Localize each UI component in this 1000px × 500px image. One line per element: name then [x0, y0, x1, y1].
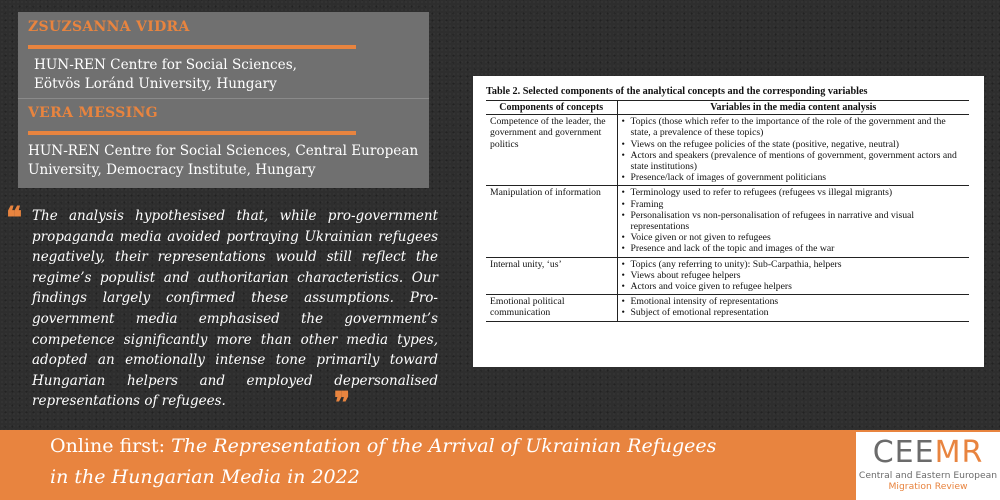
table-cell-component: Manipulation of information: [486, 186, 617, 257]
table-title: Table 2. Selected components of the analytical concepts and the corresponding variables: [486, 86, 868, 97]
footer-headline: [50, 431, 820, 493]
table-row: [486, 257, 969, 295]
variable-item: • Views on the refugee policies of the state (positive, negative, neutral): [622, 139, 966, 150]
logo-wordmark-a: CEE: [872, 435, 935, 470]
table-cell-variables: [617, 186, 969, 257]
article-title-line-1: The Representation of the Arrival of Ukrainian Refugees: [171, 435, 717, 457]
variable-item: • Topics (those which refer to the importance of the role of the government and the state, a prevalence of these topics): [622, 116, 966, 138]
ceemr-logo: [856, 432, 1000, 500]
table-row: [486, 295, 969, 321]
table-cell-variables: [617, 257, 969, 295]
author-name-2: VERA MESSING: [28, 105, 158, 121]
table-cell-component: Competence of the leader, the government and government politics: [486, 115, 617, 186]
footer-prefix: Online first:: [50, 435, 172, 457]
table-row: [486, 186, 969, 257]
author-block: [18, 12, 429, 188]
variable-item: • Presence and lack of the topic and images of the war: [622, 243, 966, 254]
article-title-line-2: in the Hungarian Media in 2022: [50, 466, 360, 488]
variable-item: • Emotional intensity of representations: [622, 296, 966, 307]
variable-item: • Terminology used to refer to refugees (refugees vs illegal migrants): [622, 187, 966, 198]
variable-item: • Framing: [622, 199, 966, 210]
quote-close-icon: ❞: [334, 386, 351, 421]
logo-wordmark: [856, 437, 1000, 468]
variable-item: • Actors and voice given to refugee helpers: [622, 281, 966, 292]
author-affiliation-2: HUN-REN Centre for Social Sciences, Central European University, Democracy Institute, Hungary: [28, 143, 419, 178]
table-row: [486, 115, 969, 186]
table-header-variables: Variables in the media content analysis: [617, 101, 969, 115]
variable-item: • Views about refugee helpers: [622, 270, 966, 281]
table-cell-variables: [617, 115, 969, 186]
table-header-components: Components of concepts: [486, 101, 617, 115]
variables-table-image: [473, 76, 984, 367]
table-cell-component: Internal unity, ‘us’: [486, 257, 617, 295]
author-divider: [18, 98, 429, 99]
logo-subtitle-1: Central and Eastern European: [858, 470, 998, 481]
quote-open-icon: ❝: [6, 201, 23, 236]
variable-item: • Topics (any referring to unity): Sub-Carpathia, helpers: [622, 259, 966, 270]
logo-subtitle-2: Migration Review: [888, 481, 968, 492]
table-cell-component: Emotional political communication: [486, 295, 617, 321]
variable-item: • Subject of emotional representation: [622, 307, 966, 318]
author-rule-2: [28, 131, 356, 135]
variable-item: • Presence/lack of images of government politicians: [622, 172, 966, 183]
author-rule-1: [28, 45, 356, 49]
variable-item: • Voice given or not given to refugees: [622, 232, 966, 243]
table-cell-variables: [617, 295, 969, 321]
author-name-1: ZSUZSANNA VIDRA: [28, 19, 190, 35]
logo-wordmark-b: MR: [934, 435, 984, 470]
variable-item: • Actors and speakers (prevalence of mentions of government, government actors and state institutions): [622, 150, 966, 172]
variables-table: [486, 100, 969, 322]
author-affiliation-1: HUN-REN Centre for Social Sciences, Eötvös Loránd University, Hungary: [34, 57, 297, 92]
variable-item: • Personalisation vs non-personalisation of refugees in narrative and visual representations: [622, 210, 966, 232]
quote-text: The analysis hypothesised that, while pro-government propaganda media avoided portraying Ukrainian refugees negatively, their representations would still reflect the regime’s populist and authoritarian characteristics. Our findings largely confirmed these assumptions. Pro-government media emphasised the government’s competence significantly more than other media types, adopted an emotionally intense tone primarily toward Hungarian helpers and employed depersonalised representations of refugees.: [32, 208, 438, 410]
